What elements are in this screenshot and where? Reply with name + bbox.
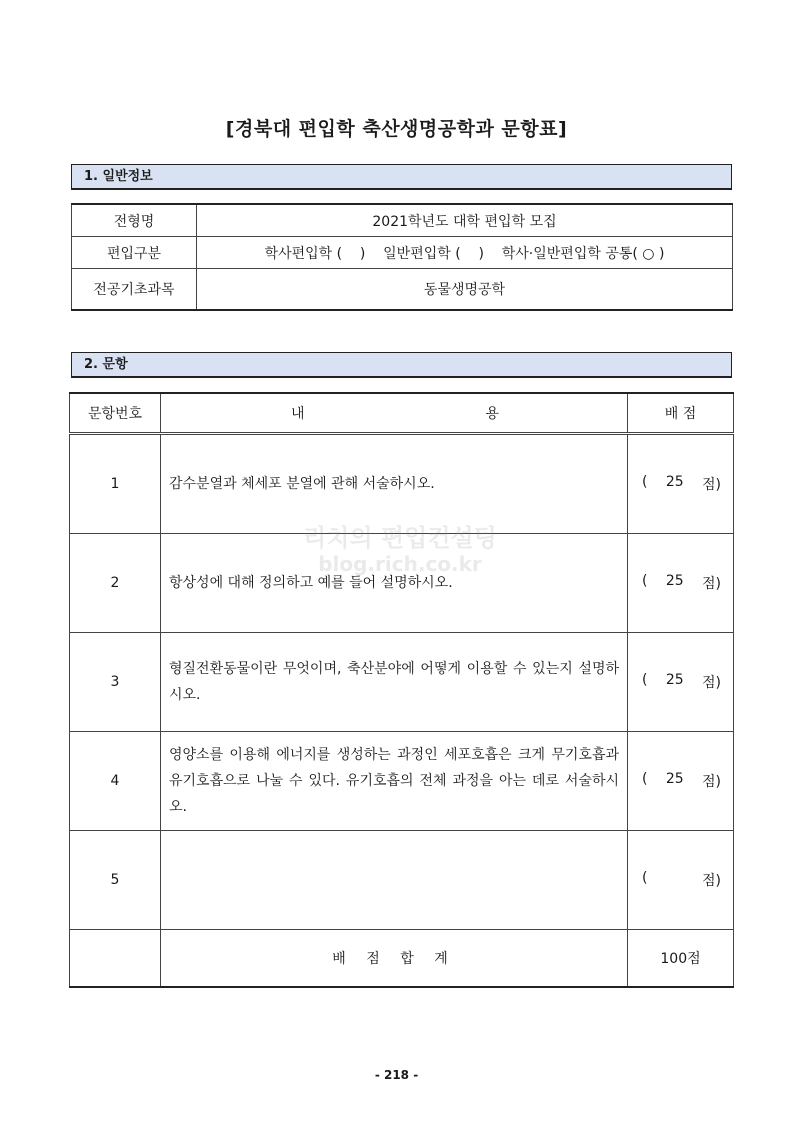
score-open: ( <box>642 870 648 886</box>
info-row <box>72 269 733 311</box>
score-value: 25 <box>665 474 684 490</box>
info-value: 동물생명공학 <box>197 269 733 311</box>
question-number: 4 <box>70 732 161 831</box>
total-value: 100점 <box>628 930 734 988</box>
info-row <box>72 204 733 237</box>
question-content: 감수분열과 체세포 분열에 관해 서술하시오. <box>161 434 628 534</box>
score-value: 25 <box>665 771 684 787</box>
total-empty-cell <box>70 930 161 988</box>
header-content-left: 내 <box>291 406 305 422</box>
question-number: 3 <box>70 633 161 732</box>
score-open: ( <box>642 771 648 787</box>
info-label: 전형명 <box>72 204 197 237</box>
score-close: 점) <box>701 576 721 592</box>
question-content: 영양소를 이용해 에너지를 생성하는 과정인 세포호흡은 크게 무기호흡과 유기호흡으로 나눌 수 있다. 유기호흡의 전체 과정을 아는 데로 서술하시오. <box>161 732 628 831</box>
question-score <box>628 831 734 930</box>
question-number: 2 <box>70 534 161 633</box>
section-questions-heading: 2. 문항 <box>71 352 732 378</box>
header-number: 문항번호 <box>70 393 161 434</box>
score-value: 25 <box>665 672 684 688</box>
page-number: - 218 - <box>374 1068 419 1082</box>
info-row <box>72 237 733 269</box>
question-score <box>628 434 734 534</box>
score-open: ( <box>642 474 648 490</box>
question-number: 1 <box>70 434 161 534</box>
question-row <box>70 732 734 831</box>
score-value: 25 <box>665 573 684 589</box>
question-number: 5 <box>70 831 161 930</box>
header-content <box>161 393 628 434</box>
question-content <box>161 831 628 930</box>
header-score: 배 점 <box>628 393 734 434</box>
total-row <box>70 930 734 988</box>
info-label: 전공기초과목 <box>72 269 197 311</box>
questions-table <box>69 392 734 988</box>
question-row <box>70 831 734 930</box>
watermark-line1: 리치의 편입컨설팅 <box>303 524 497 552</box>
header-content-right: 용 <box>485 406 499 422</box>
question-score <box>628 534 734 633</box>
score-close: 점) <box>702 873 721 889</box>
watermark-line2: blog.rich.co.kr <box>318 552 482 576</box>
questions-header-row <box>70 393 734 434</box>
question-content: 형질전환동물이란 무엇이며, 축산분야에 어떻게 이용할 수 있는지 설명하시오. <box>161 633 628 732</box>
question-row <box>70 434 734 534</box>
question-score <box>628 633 734 732</box>
info-value: 2021학년도 대학 편입학 모집 <box>197 204 733 237</box>
score-close: 점) <box>701 675 721 691</box>
question-score <box>628 732 734 831</box>
question-row <box>70 633 734 732</box>
info-label: 편입구분 <box>72 237 197 269</box>
score-open: ( <box>642 672 648 688</box>
total-label: 배 점 합 계 <box>161 930 628 988</box>
document-title: [경북대 편입학 축산생명공학과 문항표] <box>225 118 568 140</box>
question-content: 항상성에 대해 정의하고 예를 들어 설명하시오. <box>161 534 628 633</box>
info-value: 학사편입학 ( ) 일반편입학 ( ) 학사·일반편입학 공통( ○ ) <box>197 237 733 269</box>
section-general-info-heading: 1. 일반정보 <box>71 164 732 190</box>
score-close: 점) <box>701 774 721 790</box>
score-close: 점) <box>701 477 721 493</box>
general-info-table <box>71 203 733 311</box>
question-row <box>70 534 734 633</box>
score-open: ( <box>642 573 648 589</box>
